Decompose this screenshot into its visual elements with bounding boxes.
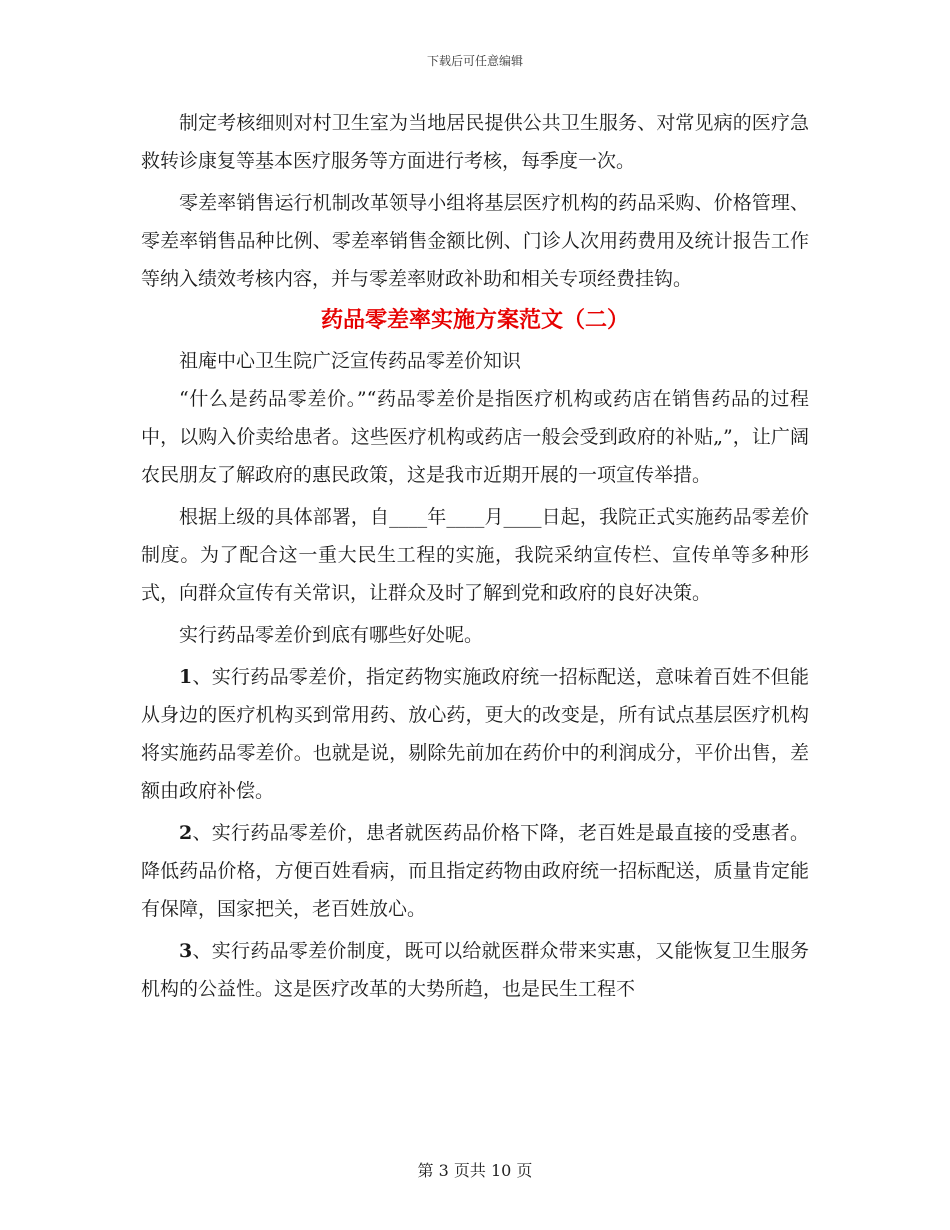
numbered-item [141,814,809,928]
paragraph: 根据上级的具体部署，自____年____月____日起，我院正式实施药品零差价制度。为了配合这一重大民生工程的实施，我院采纳宣传栏、宣传单等多种形式，向群众宣传有关常识，让群众及时了解到党和政府的良好决策。 [141,506,809,604]
paragraph: 实行药品零差价到底有哪些好处呢。 [179,624,484,646]
item-number: 1 [179,666,193,688]
paragraph: 祖庵中心卫生院广泛宣传药品零差价知识 [179,350,522,372]
item-number: 3 [179,940,193,962]
numbered-item [141,658,809,810]
item-text: 、实行药品零差价，患者就医药品价格下降，老百姓是最直接的受惠者。降低药品价格，方便百姓看病，而且指定药物由政府统一招标配送，质量肯定能有保障，国家把关，老百姓放心。 [141,822,809,920]
document-body [141,104,809,1008]
item-number: 2 [179,822,193,844]
section-title: 药品零差率实施方案范文（二） [320,307,629,333]
page-header: 下载后可任意编辑 [426,54,523,68]
paragraph: “什么是药品零差价。”“药品零差价是指医疗机构或药店在销售药品的过程中，以购入价卖给患者。这些医疗机构或药店一般会受到政府的补贴„”，让广阔农民朋友了解政府的惠民政策，这是我市近期开展的一项宣传举措。 [141,388,809,486]
numbered-item [141,932,809,1008]
item-text: 、实行药品零差价制度，既可以给就医群众带来实惠，又能恢复卫生服务机构的公益性。这是医疗改革的大势所趋，也是民生工程不 [141,940,809,1000]
item-text: 、实行药品零差价，指定药物实施政府统一招标配送，意味着百姓不但能从身边的医疗机构买到常用药、放心药，更大的改变是，所有试点基层医疗机构将实施药品零差价。也就是说，剔除先前加在药价中的利润成分，平价出售，差额由政府补偿。 [141,666,809,802]
paragraph: 制定考核细则对村卫生室为当地居民提供公共卫生服务、对常见病的医疗急救转诊康复等基本医疗服务等方面进行考核，每季度一次。 [141,112,809,172]
page-footer: 第 3 页共 10 页 [417,1161,533,1180]
paragraph: 零差率销售运行机制改革领导小组将基层医疗机构的药品采购、价格管理、零差率销售品种比例、零差率销售金额比例、门诊人次用药费用及统计报告工作等纳入绩效考核内容，并与零差率财政补助和相关专项经费挂钩。 [141,192,809,290]
